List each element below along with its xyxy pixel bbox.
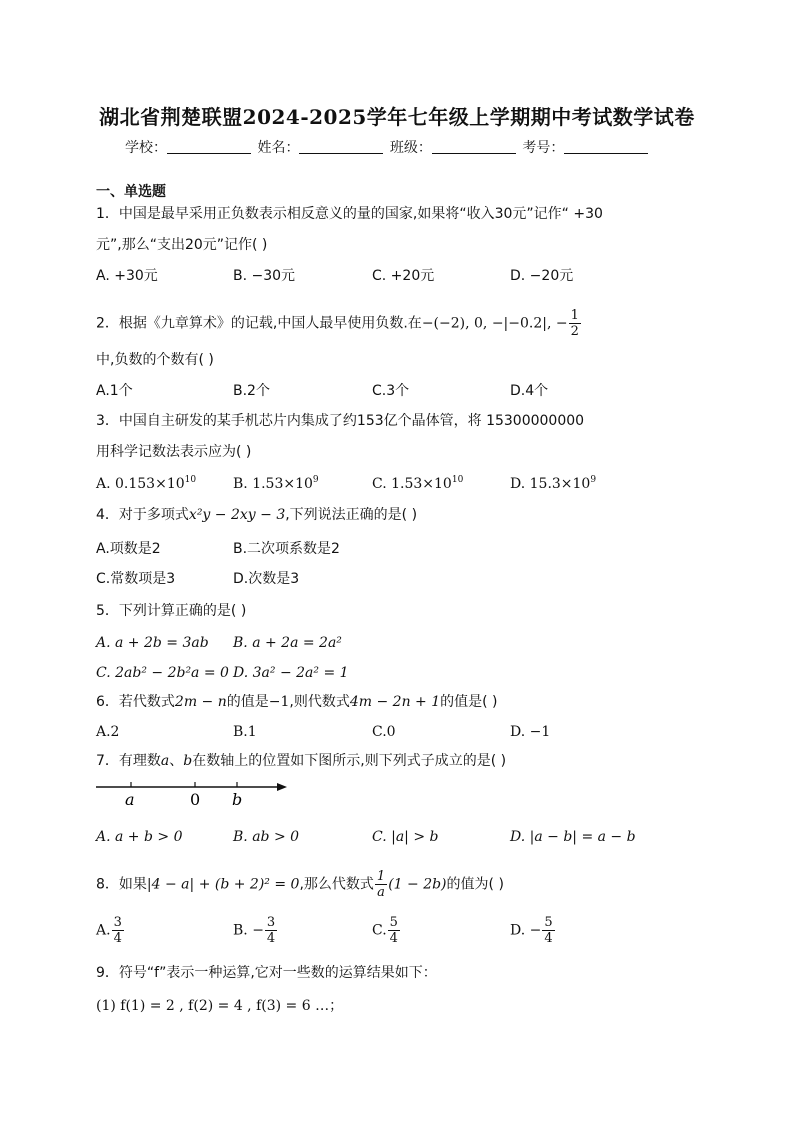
q4-option-d[interactable]: D.次数是3 <box>233 571 300 587</box>
q4-option-c[interactable]: C.常数项是3 <box>96 571 176 587</box>
q6-option-a[interactable]: A.2 <box>96 724 120 740</box>
q8-option-b[interactable] <box>233 915 278 946</box>
q8-a-den: 4 <box>113 931 122 946</box>
q8-fraction <box>375 869 387 900</box>
number-label: 考号： <box>522 140 565 156</box>
q6-stem <box>96 692 498 712</box>
q8-a-num: 3 <box>113 915 122 930</box>
exam-title: 湖北省荆楚联盟2024-2025学年七年级上学期期中考试数学试卷 <box>99 105 695 129</box>
q3-b-exp: 9 <box>312 475 319 485</box>
q1-stem-line2: 元”,那么“支出20元”记作( ) <box>96 237 268 253</box>
q8-c-label: C. <box>372 922 387 939</box>
q8-stem <box>96 869 504 900</box>
q8-mid: ,那么代数式 <box>299 876 374 893</box>
q9-stem-line2: (1) f(1) = 2 , f(2) = 4 , f(3) = 6 …； <box>96 998 344 1014</box>
q8-expr2: (1 − 2b) <box>388 876 447 893</box>
q8-c-fraction <box>388 915 400 946</box>
axis-label-a: a <box>125 790 135 809</box>
q4-option-b[interactable]: B.二次项系数是2 <box>233 541 340 557</box>
q9-stem-line1: 9．符号“f”表示一种运算,它对一些数的运算结果如下： <box>96 965 437 981</box>
q8-a-label: A. <box>96 922 111 939</box>
q8-a-fraction <box>112 915 124 946</box>
q2-stem-line1 <box>96 308 582 339</box>
q6-mid: 的值是 <box>226 694 269 710</box>
q2-option-c[interactable]: C.3个 <box>372 383 410 399</box>
q1-option-d[interactable]: D. −20元 <box>510 268 574 284</box>
axis-label-zero: 0 <box>190 790 201 809</box>
q7-sep: 、 <box>169 753 184 769</box>
q8-b-den: 4 <box>266 931 276 946</box>
number-blank[interactable] <box>564 139 648 154</box>
name-blank[interactable] <box>299 139 383 154</box>
section-heading: 一、单选题 <box>96 184 166 200</box>
school-blank[interactable] <box>167 139 251 154</box>
q8-d-den: 4 <box>544 931 553 946</box>
q3-a-exp: 10 <box>184 475 197 485</box>
q2-option-a[interactable]: A.1个 <box>96 383 133 399</box>
q3-c-base: C. 1.53×10 <box>372 476 452 492</box>
q6-expr2: 4m − 2n + 1 <box>349 694 441 710</box>
q3-d-base: D. 15.3×10 <box>510 476 591 492</box>
q6-mid2: ,则代数式 <box>289 694 350 710</box>
q1-stem-line1: 1．中国是最早采用正负数表示相反意义的量的国家,如果将“收入30元”记作“ +30 <box>96 206 603 222</box>
q5-option-c[interactable]: C. 2ab² − 2b²a = 0 <box>96 665 229 681</box>
q8-expression: |4 − a| + (b + 2)² = 0 <box>146 876 300 893</box>
q3-option-d[interactable] <box>510 474 596 494</box>
q7-stem <box>96 751 506 771</box>
q6-option-c[interactable]: C.0 <box>372 724 396 740</box>
q6-value: −1 <box>268 694 290 710</box>
q8-b-fraction <box>265 915 277 946</box>
q6-expr1: 2m − n <box>174 694 227 710</box>
q7-suffix: 在数轴上的位置如下图所示,则下列式子成立的是( ) <box>192 753 507 769</box>
q1-option-a[interactable]: A. +30元 <box>96 268 158 284</box>
q8-c-num: 5 <box>389 915 398 930</box>
q5-stem: 5．下列计算正确的是( ) <box>96 603 247 619</box>
q7-var-b: b <box>183 753 193 769</box>
q8-b-label: B. − <box>233 922 264 939</box>
q8-b-num: 3 <box>266 915 276 930</box>
q1-option-b[interactable]: B. −30元 <box>233 268 296 284</box>
q3-d-exp: 9 <box>590 475 597 485</box>
q7-option-c[interactable]: C. |a| > b <box>372 829 439 845</box>
q2-fraction <box>569 308 581 339</box>
class-label: 班级： <box>389 140 432 156</box>
name-label: 姓名： <box>257 140 300 156</box>
q2-prefix: 2．根据《九章算术》的记载,中国人最早使用负数.在 <box>96 315 422 332</box>
q8-d-num: 5 <box>544 915 553 930</box>
q5-option-d[interactable]: D. 3a² − 2a² = 1 <box>233 665 349 681</box>
q3-c-exp: 10 <box>451 475 464 485</box>
q2-option-d[interactable]: D.4个 <box>510 383 549 399</box>
q3-b-base: B. 1.53×10 <box>233 476 313 492</box>
q8-frac-num: 1 <box>376 869 386 884</box>
q2-option-b[interactable]: B.2个 <box>233 383 270 399</box>
q6-option-d[interactable]: D. −1 <box>510 724 551 740</box>
q7-option-b[interactable]: B. ab > 0 <box>233 829 300 845</box>
q6-suffix: 的值是( ) <box>440 694 498 710</box>
q3-stem-line2: 用科学记数法表示应为( ) <box>96 444 252 460</box>
q8-frac-den: a <box>377 885 385 900</box>
q5-option-b[interactable]: B. a + 2a = 2a² <box>233 635 342 651</box>
q7-option-d[interactable]: D. |a − b| = a − b <box>510 829 636 845</box>
q2-stem-line2: 中,负数的个数有( ) <box>96 352 214 368</box>
q3-a-base: A. 0.153×10 <box>96 476 185 492</box>
q3-option-b[interactable] <box>233 474 319 494</box>
q3-stem-line1: 3．中国自主研发的某手机芯片内集成了约153亿个晶体管，将 15300000000 <box>96 413 585 429</box>
q7-var-a: a <box>160 753 170 769</box>
q8-d-fraction <box>542 915 554 946</box>
q4-expression: x²y − 2xy − 3 <box>188 507 286 523</box>
q4-suffix: ,下列说法正确的是( ) <box>285 507 418 523</box>
q6-option-b[interactable]: B.1 <box>233 724 257 740</box>
q2-frac-num: 1 <box>570 308 579 323</box>
school-label: 学校： <box>125 140 167 156</box>
q8-option-d[interactable] <box>510 915 556 946</box>
q5-option-a[interactable]: A. a + 2b = 3ab <box>96 635 209 651</box>
class-blank[interactable] <box>432 139 516 154</box>
q8-d-label: D. − <box>510 922 542 939</box>
q8-option-c[interactable] <box>372 915 401 946</box>
q8-option-a[interactable] <box>96 915 125 946</box>
q7-option-a[interactable]: A. a + b > 0 <box>96 829 183 845</box>
q4-prefix: 4．对于多项式 <box>96 507 189 523</box>
student-info-line <box>125 137 650 157</box>
q2-expression: −(−2), 0, −|−0.2|, − <box>421 315 568 332</box>
q8-prefix: 8．如果 <box>96 876 147 893</box>
number-line-arrow <box>277 783 287 791</box>
q3-option-c[interactable] <box>372 474 463 494</box>
q7-prefix: 7．有理数 <box>96 753 161 769</box>
q2-frac-den: 2 <box>570 324 579 339</box>
q4-stem <box>96 505 417 525</box>
q4-option-a[interactable]: A.项数是2 <box>96 541 161 557</box>
number-line-diagram <box>94 776 294 812</box>
q3-option-a[interactable] <box>96 474 196 494</box>
axis-label-b: b <box>232 790 243 809</box>
q6-prefix: 6．若代数式 <box>96 694 175 710</box>
q8-suffix: 的值为( ) <box>446 876 504 893</box>
q8-c-den: 4 <box>389 931 398 946</box>
q1-option-c[interactable]: C. +20元 <box>372 268 435 284</box>
